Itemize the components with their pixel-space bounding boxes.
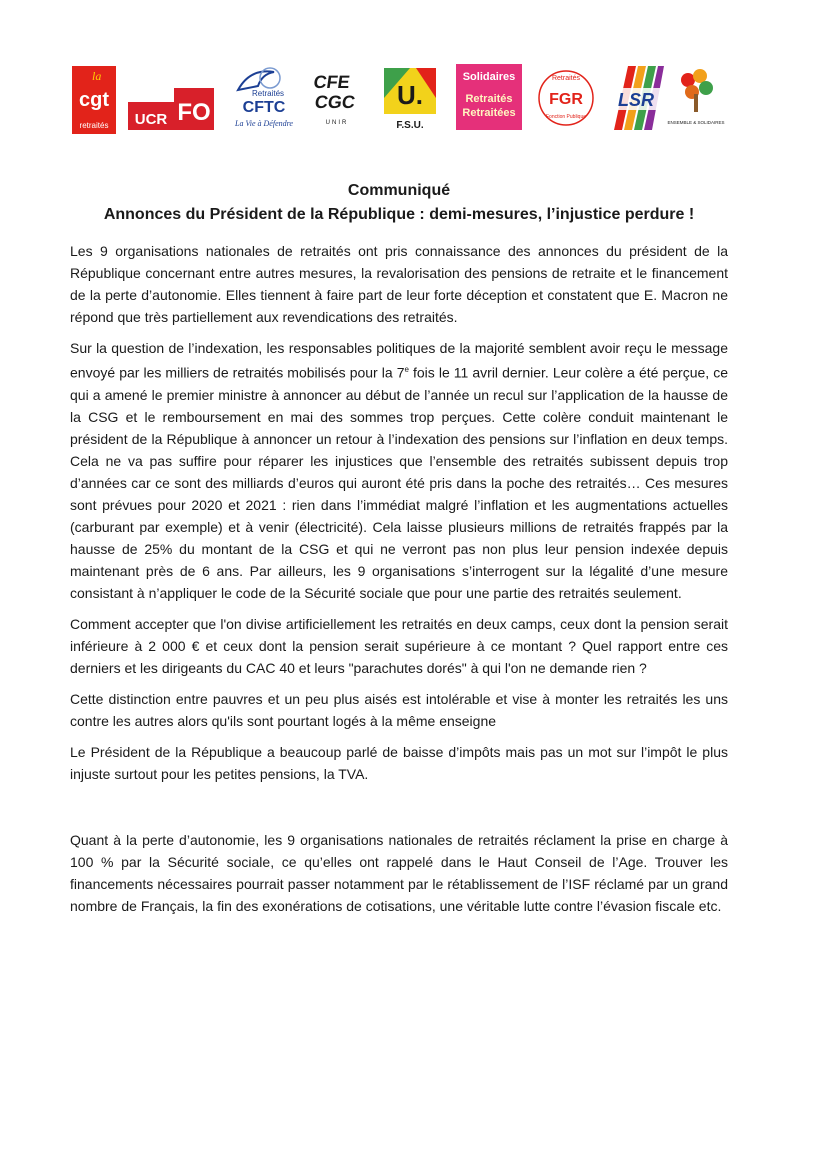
ucr-fo-logo-main: UCR: [134, 111, 168, 128]
cftc-logo: [228, 64, 300, 132]
paragraph-2-start: Sur la question de l’indexation, les responsables politiques de la majorité semblent avoir reçu le message envoyé par les milliers de retraités mobilisés pour la 7: [70, 340, 728, 381]
paragraph-5: Le Président de la République a beaucoup parlé de baisse d’impôts mais pas un mot sur l’impôt le plus injuste surtout pour les petites pensions, la TVA.: [70, 743, 728, 782]
document-subtitle: Annonces du Président de la République : demi-mesures, l’injustice perdure !: [103, 206, 695, 223]
solidaires-logo-main: Retraités: [465, 93, 513, 105]
cftc-logo-top: Retraités: [252, 89, 285, 98]
fgr-fp-logo-main: FGR: [549, 91, 583, 108]
paragraph-6: Quant à la perte d’autonomie, les 9 organisations nationales de retraités réclament la prise en charge à 100 % par la Sécurité sociale, ce qu’elles ont rappelé dans le Haut Conseil de l’Age. Trouver les financements nécessaires pourrait passer notamment par le rétablissement de l’ISF réclamé par un grand nombre de Français, la fin des exonérations de cotisations, une véritable lutte contre l’évasion fiscale etc.: [70, 831, 728, 914]
cfe-cgc-logo-main2: CGC: [313, 92, 357, 112]
paragraph-2: [70, 337, 728, 604]
cfe-cgc-logo-bottom: UNIR: [325, 120, 349, 126]
fsu-logo-main: U.: [397, 80, 423, 110]
paragraph-3: Comment accepter que l'on divise artificiellement les retraités en deux camps, ceux dont la pension serait inférieure à 2 000 € et ceux dont la pension serait supérieure à ce montant ? Quel rapport entre ces derniers et les dirigeants du CAC 40 et leurs "parachutes dorés" à qui l'on ne demande rien ?: [70, 615, 728, 676]
paragraph-2-end: fois le 11 avril dernier. Leur colère a été perçue, ce qui a amené le premier ministre à annoncer au début de l’année un recul sur l’application de la hausse de la CSG et le remboursement en mai des sommes trop perçues. Cette colère conduit maintenant le président de la République à annoncer un retour à l’indexation des pensions sur l’inflation en deux temps. Cela ne va pas suffire pour réparer les injustices que l’ensemble des retraités subissent depuis trop d’années car ce sont des milliards d’euros qui auront été pris dans la poche des retraités… Ces mesures sont prévues pour 2020 et 2021 : rien dans l’immédiat malgré l’inflation et les augmentations actuelles (carburant par exemple) et à venir (électricité). Cela laisse plusieurs millions de retraités frappés par la hausse de 25% du montant de la CSG et qui ne verront pas non plus leur pension indexée depuis maintenant près de 6 ans. Par ailleurs, les 9 organisations s’interrogent sur la légalité d’une mesure consistant à n’appliquer le code de la Sécurité sociale que pour une partie des retraités seulement.: [70, 364, 728, 601]
ucr-fo-logo: [128, 86, 218, 134]
lsr-logo-main: LSR: [618, 90, 654, 110]
document-title: Communiqué: [347, 182, 451, 199]
cgt-logo: [72, 66, 116, 134]
solidaires-logo: [456, 64, 522, 130]
press-release: [70, 180, 728, 926]
cftc-logo-main: CFTC: [242, 99, 286, 116]
fsu-logo: [380, 68, 440, 132]
ucr-fo-logo-side: FO: [177, 99, 211, 126]
fgr-fp-logo: [536, 66, 596, 130]
cfe-cgc-logo: [308, 66, 366, 130]
paragraph-1: Les 9 organisations nationales de retraités ont pris connaissance des annonces du président de la République concernant entre autres mesures, la revalorisation des pensions de retraite et le financement de la perte d’autonomie. Elles tiennent à faire part de leur forte déception et constatent que E. Macron ne répond que très partiellement aux revendications des retraités.: [70, 243, 728, 325]
cftc-logo-bottom: La Vie à Défendre: [235, 119, 293, 128]
cgt-logo-main: cgt: [79, 89, 109, 111]
logo-banner: [66, 60, 726, 140]
solidaires-logo-top: Solidaires: [462, 71, 516, 83]
ensemble-solidaires-logo: [667, 66, 725, 130]
ordinal-suffix: e: [404, 365, 409, 374]
cgt-logo-top: la: [92, 69, 102, 83]
cgt-logo-bottom: retraités: [79, 121, 109, 130]
cfe-cgc-logo-main: CFE: [312, 72, 352, 92]
paragraph-4: Cette distinction entre pauvres et un peu plus aisés est intolérable et vise à monter les retraités les uns contre les autres alors qu'ils sont pourtant logés à la même enseigne: [70, 690, 728, 729]
lsr-logo: [608, 66, 664, 130]
fgr-fp-logo-bottom: Fonction Publique: [545, 114, 587, 120]
fsu-logo-bottom: F.S.U.: [396, 120, 424, 131]
ensemble-solidaires-logo-bottom: ENSEMBLE & SOLIDAIRES: [667, 120, 725, 125]
fgr-fp-logo-top: Retraités: [551, 75, 581, 82]
solidaires-logo-main2: Retraitées: [462, 107, 516, 119]
